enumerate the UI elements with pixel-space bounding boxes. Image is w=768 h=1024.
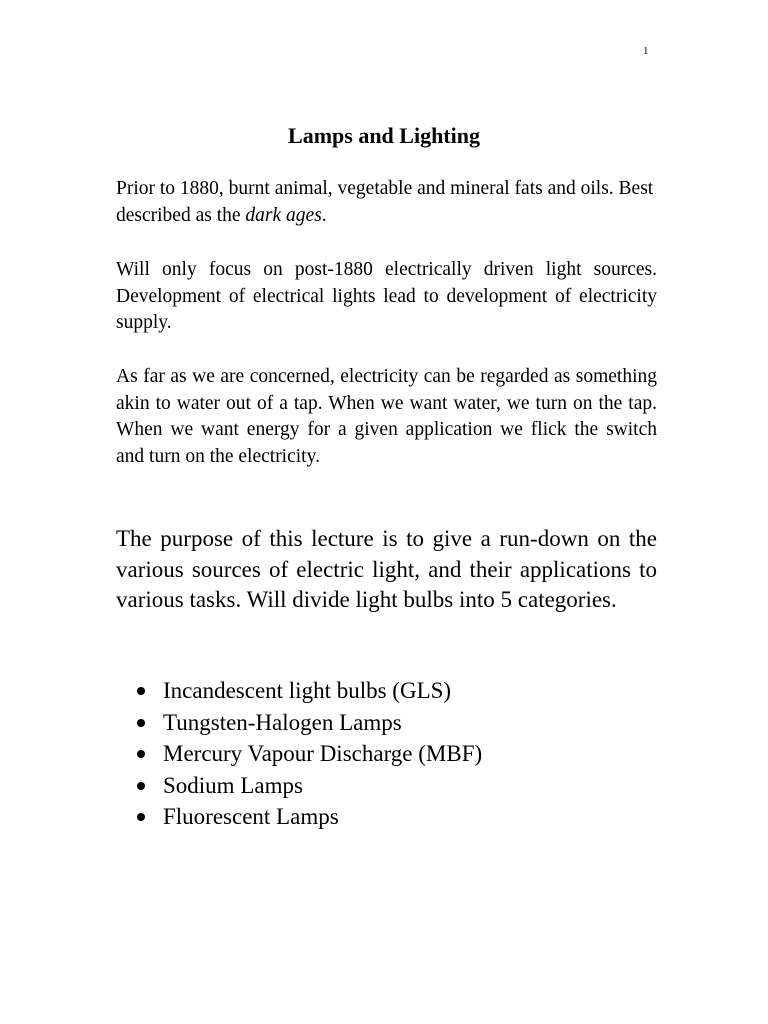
lamp-category-list [137, 675, 482, 833]
page-title: Lamps and Lighting [288, 123, 480, 148]
list-item [137, 770, 482, 802]
bullet-icon [137, 750, 145, 758]
list-item-label: Incandescent light bulbs (GLS) [163, 678, 452, 703]
bullet-icon [137, 782, 145, 790]
list-item-label: Fluorescent Lamps [163, 804, 339, 829]
paragraph-analogy: As far as we are concerned, electricity can be regarded as something akin to water out of a tap. When we want water, we turn on the tap. When we want energy for a given application we flick the switch and turn on the electricity. [116, 366, 657, 467]
paragraph-intro-end: . [321, 204, 327, 226]
list-item [137, 675, 482, 707]
list-item-label: Sodium Lamps [163, 772, 303, 798]
paragraph-intro [116, 176, 657, 229]
page-number: 1 [643, 45, 649, 57]
list-item [137, 707, 482, 739]
list-item-label: Tungsten-Halogen Lamps [163, 709, 402, 735]
bullet-icon [137, 687, 145, 695]
list-item [137, 738, 482, 770]
bullet-icon [137, 813, 145, 821]
list-item [137, 801, 482, 833]
list-item-label: Mercury Vapour Discharge (MBF) [163, 741, 483, 766]
paragraph-focus: Will only focus on post-1880 electrically driven light sources. Development of electrical lights lead to development of electricity supply. [116, 259, 657, 333]
paragraph-intro-text: Prior to 1880, burnt animal, vegetable and mineral fats and oils. Best described as the [116, 178, 654, 226]
paragraph-purpose: The purpose of this lecture is to give a run-down on the various sources of electric light, and their applications to various tasks. Will divide light bulbs into 5 categories. [116, 526, 657, 613]
bullet-icon [137, 719, 145, 727]
paragraph-intro-emphasis: dark ages [245, 204, 322, 226]
